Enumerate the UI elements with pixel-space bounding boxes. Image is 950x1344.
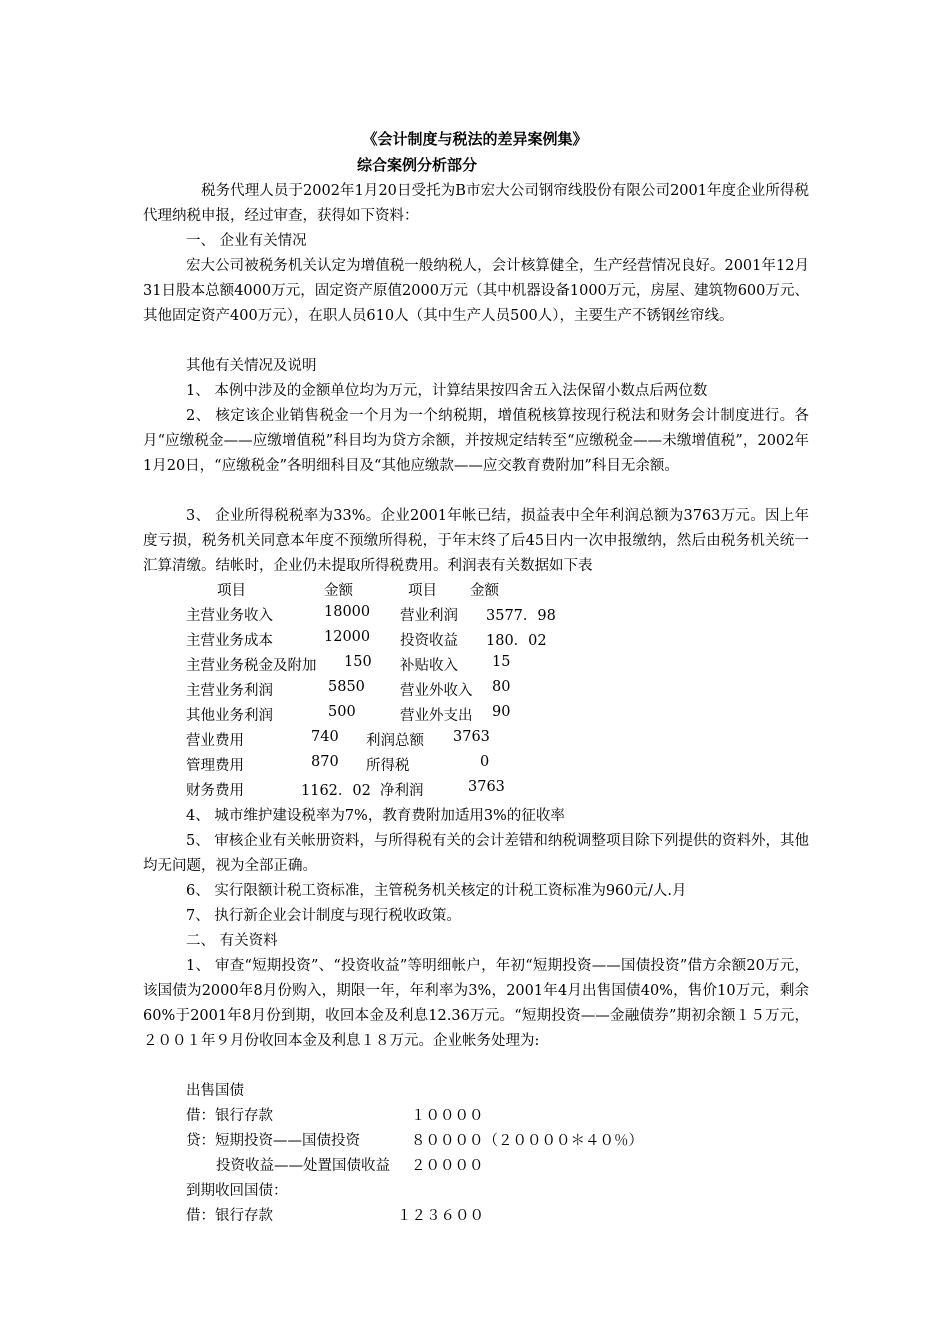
table-cell-amount: 90 [492, 704, 511, 720]
table-cell-amount: 12000 [324, 629, 371, 645]
table-cell-amount: 80 [492, 679, 511, 695]
table-cell-item: 所得税 [366, 758, 410, 774]
entry-credit-amount: ２００００ [411, 1158, 484, 1174]
document-title: 《会计制度与税法的差异案例集》 [362, 130, 588, 148]
entry-credit-label: 贷：短期投资——国债投资 [186, 1133, 360, 1149]
table-cell-amount: 3763 [453, 729, 490, 745]
table-cell-amount: 740 [311, 729, 339, 745]
table-cell-item: 净利润 [380, 783, 424, 799]
table-cell-amount: 3763 [468, 779, 505, 795]
table-cell-item: 主营业务税金及附加 [186, 658, 317, 674]
note-3: 3、 企业所得税税率为33%。企业2001年帐已结，损益表中全年利润总额为3763万元。因上年度亏损，税务机关同意本年度不预缴所得税，于年末终了后45日内一次申报缴纳，然后由税务机关统一汇算清缴。结帐时，企业仍未提取所得税费用。利润表有关数据如下表 [143, 508, 809, 574]
entry-credit-label: 投资收益——处置国债收益 [216, 1158, 390, 1174]
table-cell-item: 主营业务利润 [186, 683, 273, 699]
entry-debit-label: 借：银行存款 [186, 1108, 273, 1124]
table-cell-amount: 3577．98 [486, 608, 556, 624]
data-item-1: 1、 审查“短期投资”、“投资收益”等明细帐户，年初“短期投资——国债投资”借方余额20万元，该国债为2000年8月份购入，期限一年，年利率为3%，2001年4月出售国债40%，售价10万元，剩余60%于2001年8月份到期，收回本金及利息12.36万元。“短期投资——金融债券”期初余额１５万元，２００１年９月份收回本金及利息１８万元。企业帐务处理为: [143, 958, 809, 1049]
note-5: 5、 审核企业有关帐册资料，与所得税有关的会计差错和纳税调整项目除下列提供的资料外，其他均无问题，视为全部正确。 [143, 833, 809, 874]
entry-debit-amount: １００００ [411, 1108, 484, 1124]
entry-debit-amount: １２３６００ [397, 1208, 484, 1224]
table-cell-amount: 150 [344, 654, 372, 670]
table-cell-item: 营业利润 [400, 608, 458, 624]
table-cell-item: 利润总额 [366, 733, 424, 749]
table-cell-item: 管理费用 [186, 758, 244, 774]
table-header-amount: 金额 [324, 583, 353, 599]
entry-credit-amount: ８００００（２００００＊４０％） [411, 1133, 643, 1149]
section-1-heading: 一、 企业有关情况 [186, 233, 307, 249]
table-cell-item: 营业外收入 [400, 683, 473, 699]
table-cell-item: 主营业务成本 [186, 633, 273, 649]
note-6: 6、 实行限额计税工资标准，主管税务机关核定的计税工资标准为960元/人.月 [186, 883, 687, 899]
table-cell-amount: 870 [311, 754, 339, 770]
table-cell-amount: 18000 [324, 604, 371, 620]
entry-debit-label: 借：银行存款 [186, 1208, 273, 1224]
note-1: 1、 本例中涉及的金额单位均为万元，计算结果按四舍五入法保留小数点后两位数 [186, 383, 708, 399]
table-header-amount: 金额 [470, 583, 499, 599]
other-info-heading: 其他有关情况及说明 [186, 358, 317, 374]
table-cell-amount: 500 [328, 704, 356, 720]
table-cell-amount: 5850 [328, 679, 365, 695]
note-7: 7、 执行新企业会计制度与现行税收政策。 [186, 908, 461, 924]
table-header-item: 项目 [217, 583, 246, 599]
document-subtitle: 综合案例分析部分 [357, 156, 478, 174]
table-cell-amount: 15 [492, 654, 511, 670]
note-4: 4、 城市维护建设税率为7%，教育费附加适用3%的征收率 [186, 808, 565, 824]
table-cell-item: 其他业务利润 [186, 708, 273, 724]
table-header-item: 项目 [408, 583, 437, 599]
company-paragraph: 宏大公司被税务机关认定为增值税一般纳税人，会计核算健全，生产经营情况良好。2001年12月31日股本总额4000万元，固定资产原值2000万元（其中机器设备1000万元，房屋、建筑物600万元、其他固定资产400万元），在职人员610人（其中生产人员500人），主要生产不锈钢丝帘线。 [143, 258, 809, 324]
note-2: 2、 核定该企业销售税金一个月为一个纳税期，增值税核算按现行税法和财务会计制度进行。各月“应缴税金——应缴增值税”科目均为贷方余额，并按规定结转至“应缴税金——未缴增值税”，2002年1月20日，“应缴税金”各明细科目及“其他应缴款——应交教育费附加”科目无余额。 [143, 408, 809, 474]
section-2-heading: 二、 有关资料 [186, 933, 278, 949]
intro-paragraph: 税务代理人员于2002年1月20日受托为B市宏大公司钢帘线股份有限公司2001年度企业所得税代理纳税申报，经过审查，获得如下资料： [143, 183, 809, 224]
table-cell-amount: 0 [480, 754, 490, 770]
table-cell-amount: 180．02 [486, 633, 547, 649]
table-cell-item: 营业外支出 [400, 708, 473, 724]
table-cell-amount: 1162．02 [301, 783, 371, 799]
table-cell-item: 营业费用 [186, 733, 244, 749]
table-cell-item: 投资收益 [400, 633, 458, 649]
sell-bonds-heading: 出售国债 [186, 1083, 244, 1099]
table-cell-item: 主营业务收入 [186, 608, 273, 624]
table-cell-item: 财务费用 [186, 783, 244, 799]
maturity-heading: 到期收回国债： [186, 1183, 288, 1199]
table-cell-item: 补贴收入 [400, 658, 458, 674]
